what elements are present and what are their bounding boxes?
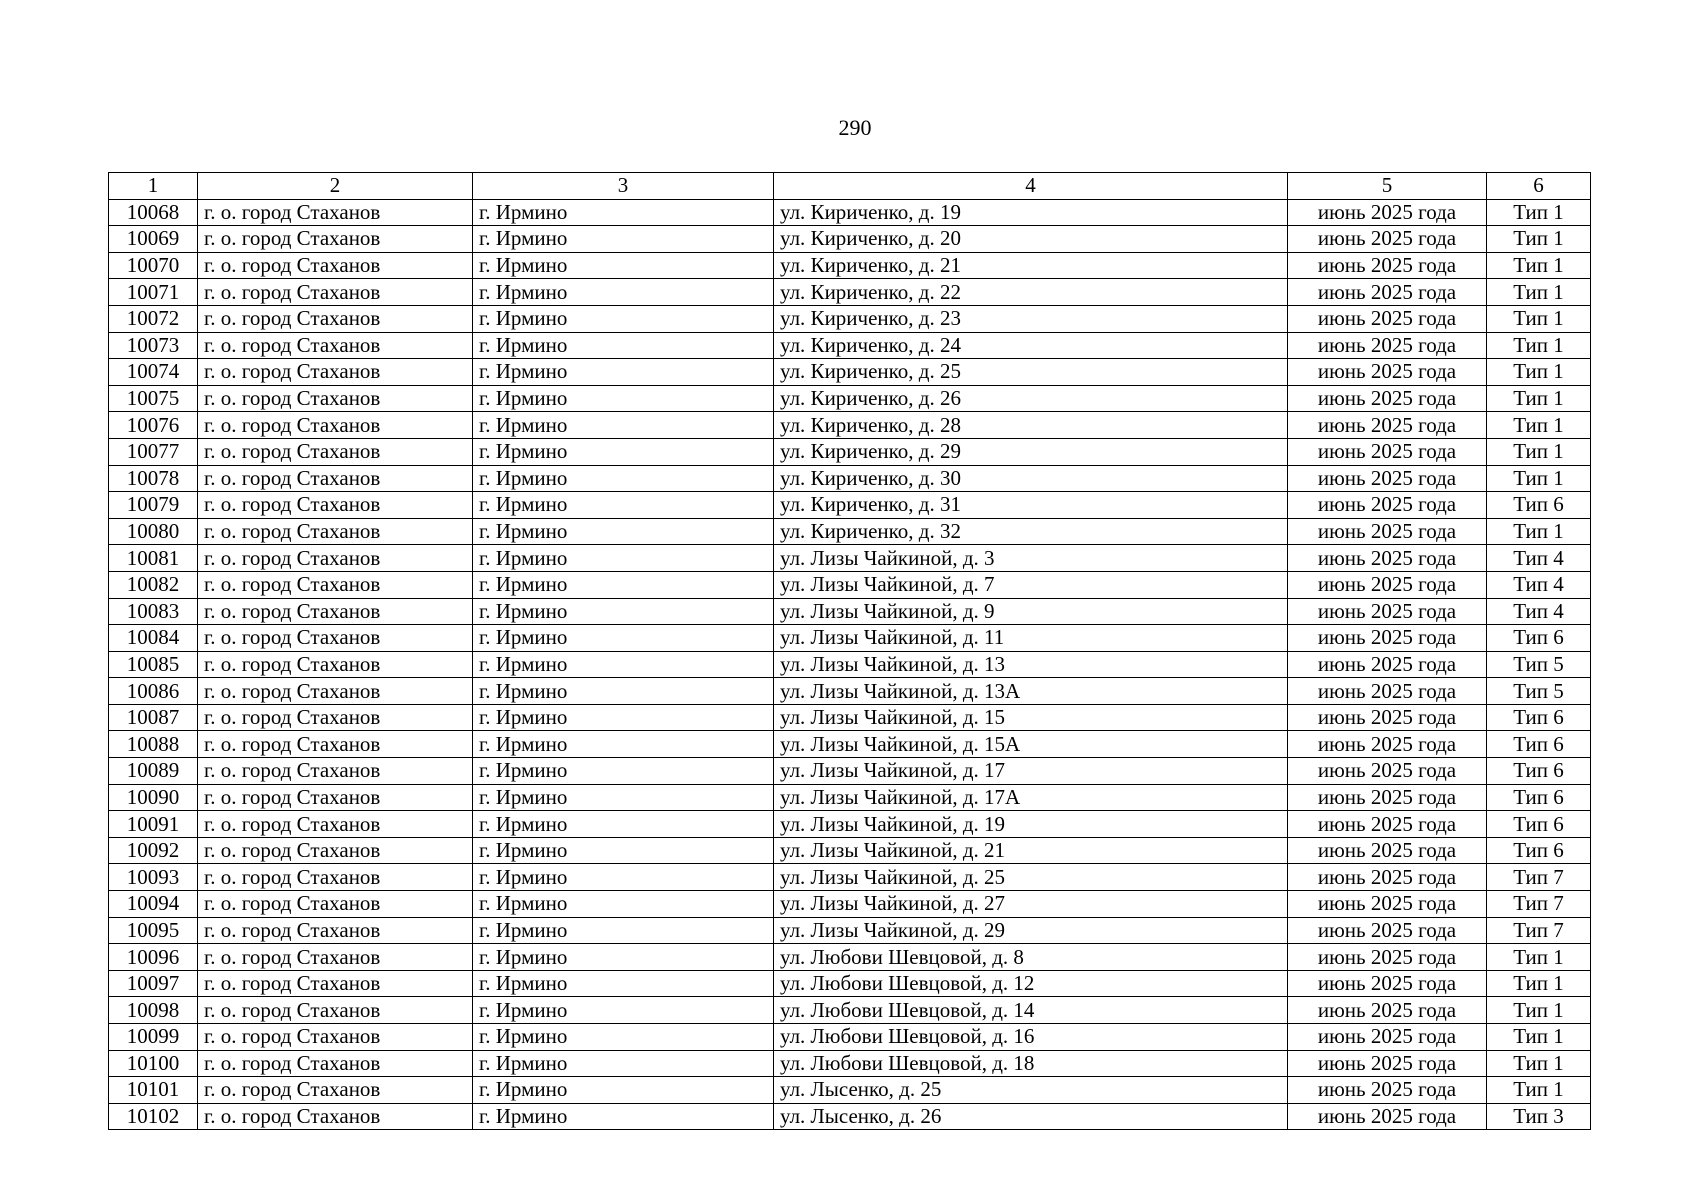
type-cell: Тип 6 [1487,731,1591,758]
table-row [109,438,1591,465]
table-row [109,199,1591,226]
address-cell: ул. Лизы Чайкиной, д. 13А [774,678,1288,705]
deadline-cell: июнь 2025 года [1288,252,1487,279]
deadline-cell: июнь 2025 года [1288,864,1487,891]
type-cell: Тип 6 [1487,704,1591,731]
deadline-cell: июнь 2025 года [1288,1024,1487,1051]
address-cell: ул. Кириченко, д. 31 [774,492,1288,519]
deadline-cell: июнь 2025 года [1288,704,1487,731]
district-cell: г. о. город Стаханов [198,625,473,652]
row-number-cell: 10083 [109,598,198,625]
settlement-cell: г. Ирмино [473,492,774,519]
type-cell: Тип 4 [1487,598,1591,625]
deadline-cell: июнь 2025 года [1288,518,1487,545]
district-cell: г. о. город Стаханов [198,970,473,997]
deadline-cell: июнь 2025 года [1288,305,1487,332]
district-cell: г. о. город Стаханов [198,385,473,412]
district-cell: г. о. город Стаханов [198,332,473,359]
deadline-cell: июнь 2025 года [1288,226,1487,253]
row-number-cell: 10081 [109,545,198,572]
deadline-cell: июнь 2025 года [1288,1077,1487,1104]
type-cell: Тип 6 [1487,492,1591,519]
settlement-cell: г. Ирмино [473,1077,774,1104]
deadline-cell: июнь 2025 года [1288,784,1487,811]
district-cell: г. о. город Стаханов [198,891,473,918]
row-number-cell: 10079 [109,492,198,519]
settlement-cell: г. Ирмино [473,545,774,572]
district-cell: г. о. город Стаханов [198,305,473,332]
address-cell: ул. Лизы Чайкиной, д. 27 [774,891,1288,918]
deadline-cell: июнь 2025 года [1288,837,1487,864]
row-number-cell: 10098 [109,997,198,1024]
settlement-cell: г. Ирмино [473,571,774,598]
type-cell: Тип 7 [1487,891,1591,918]
deadline-cell: июнь 2025 года [1288,412,1487,439]
settlement-cell: г. Ирмино [473,226,774,253]
address-cell: ул. Кириченко, д. 21 [774,252,1288,279]
row-number-cell: 10092 [109,837,198,864]
settlement-cell: г. Ирмино [473,997,774,1024]
deadline-cell: июнь 2025 года [1288,359,1487,386]
table-row [109,305,1591,332]
type-cell: Тип 1 [1487,997,1591,1024]
deadline-cell: июнь 2025 года [1288,598,1487,625]
type-cell: Тип 1 [1487,412,1591,439]
type-cell: Тип 1 [1487,226,1591,253]
row-number-cell: 10078 [109,465,198,492]
table-row [109,252,1591,279]
type-cell: Тип 6 [1487,837,1591,864]
row-number-cell: 10072 [109,305,198,332]
row-number-cell: 10101 [109,1077,198,1104]
district-cell: г. о. город Стаханов [198,758,473,785]
row-number-cell: 10094 [109,891,198,918]
table-row [109,917,1591,944]
table-row [109,1050,1591,1077]
table-row [109,412,1591,439]
type-cell: Тип 1 [1487,385,1591,412]
row-number-cell: 10075 [109,385,198,412]
column-header-3: 3 [473,173,774,200]
table-row [109,758,1591,785]
deadline-cell: июнь 2025 года [1288,1103,1487,1130]
district-cell: г. о. город Стаханов [198,837,473,864]
deadline-cell: июнь 2025 года [1288,997,1487,1024]
table-row [109,1103,1591,1130]
table-row [109,891,1591,918]
settlement-cell: г. Ирмино [473,359,774,386]
row-number-cell: 10089 [109,758,198,785]
type-cell: Тип 1 [1487,944,1591,971]
table-row [109,864,1591,891]
registry-table [108,172,1591,1130]
row-number-cell: 10099 [109,1024,198,1051]
address-cell: ул. Кириченко, д. 26 [774,385,1288,412]
district-cell: г. о. город Стаханов [198,465,473,492]
column-header-6: 6 [1487,173,1591,200]
header-row [109,173,1591,200]
settlement-cell: г. Ирмино [473,518,774,545]
type-cell: Тип 5 [1487,678,1591,705]
district-cell: г. о. город Стаханов [198,944,473,971]
deadline-cell: июнь 2025 года [1288,492,1487,519]
table-row [109,279,1591,306]
settlement-cell: г. Ирмино [473,1024,774,1051]
table-row [109,1024,1591,1051]
row-number-cell: 10102 [109,1103,198,1130]
table-row [109,571,1591,598]
type-cell: Тип 6 [1487,811,1591,838]
district-cell: г. о. город Стаханов [198,598,473,625]
table-body [109,199,1591,1130]
settlement-cell: г. Ирмино [473,917,774,944]
district-cell: г. о. город Стаханов [198,492,473,519]
table-row [109,226,1591,253]
table-row [109,997,1591,1024]
table-row [109,837,1591,864]
address-cell: ул. Лизы Чайкиной, д. 11 [774,625,1288,652]
settlement-cell: г. Ирмино [473,811,774,838]
row-number-cell: 10070 [109,252,198,279]
address-cell: ул. Кириченко, д. 32 [774,518,1288,545]
settlement-cell: г. Ирмино [473,864,774,891]
district-cell: г. о. город Стаханов [198,997,473,1024]
row-number-cell: 10073 [109,332,198,359]
deadline-cell: июнь 2025 года [1288,625,1487,652]
district-cell: г. о. город Стаханов [198,784,473,811]
district-cell: г. о. город Стаханов [198,359,473,386]
type-cell: Тип 7 [1487,917,1591,944]
type-cell: Тип 1 [1487,332,1591,359]
deadline-cell: июнь 2025 года [1288,465,1487,492]
district-cell: г. о. город Стаханов [198,917,473,944]
row-number-cell: 10087 [109,704,198,731]
row-number-cell: 10076 [109,412,198,439]
table-row [109,545,1591,572]
district-cell: г. о. город Стаханов [198,1024,473,1051]
district-cell: г. о. город Стаханов [198,279,473,306]
district-cell: г. о. город Стаханов [198,199,473,226]
type-cell: Тип 6 [1487,758,1591,785]
row-number-cell: 10069 [109,226,198,253]
address-cell: ул. Кириченко, д. 24 [774,332,1288,359]
type-cell: Тип 1 [1487,1050,1591,1077]
type-cell: Тип 1 [1487,465,1591,492]
address-cell: ул. Лизы Чайкиной, д. 17 [774,758,1288,785]
address-cell: ул. Лысенко, д. 25 [774,1077,1288,1104]
district-cell: г. о. город Стаханов [198,518,473,545]
settlement-cell: г. Ирмино [473,465,774,492]
address-cell: ул. Лизы Чайкиной, д. 21 [774,837,1288,864]
district-cell: г. о. город Стаханов [198,412,473,439]
address-cell: ул. Лизы Чайкиной, д. 25 [774,864,1288,891]
deadline-cell: июнь 2025 года [1288,758,1487,785]
address-cell: ул. Любови Шевцовой, д. 12 [774,970,1288,997]
settlement-cell: г. Ирмино [473,678,774,705]
deadline-cell: июнь 2025 года [1288,545,1487,572]
settlement-cell: г. Ирмино [473,784,774,811]
table-row [109,359,1591,386]
table-row [109,678,1591,705]
table-row [109,784,1591,811]
settlement-cell: г. Ирмино [473,438,774,465]
settlement-cell: г. Ирмино [473,1050,774,1077]
address-cell: ул. Кириченко, д. 28 [774,412,1288,439]
deadline-cell: июнь 2025 года [1288,332,1487,359]
settlement-cell: г. Ирмино [473,704,774,731]
table-row [109,465,1591,492]
type-cell: Тип 1 [1487,252,1591,279]
district-cell: г. о. город Стаханов [198,252,473,279]
settlement-cell: г. Ирмино [473,305,774,332]
type-cell: Тип 4 [1487,571,1591,598]
row-number-cell: 10097 [109,970,198,997]
type-cell: Тип 1 [1487,305,1591,332]
address-cell: ул. Лизы Чайкиной, д. 7 [774,571,1288,598]
type-cell: Тип 3 [1487,1103,1591,1130]
table-row [109,970,1591,997]
deadline-cell: июнь 2025 года [1288,970,1487,997]
district-cell: г. о. город Стаханов [198,1050,473,1077]
district-cell: г. о. город Стаханов [198,731,473,758]
deadline-cell: июнь 2025 года [1288,1050,1487,1077]
deadline-cell: июнь 2025 года [1288,279,1487,306]
table-row [109,704,1591,731]
address-cell: ул. Лизы Чайкиной, д. 3 [774,545,1288,572]
settlement-cell: г. Ирмино [473,651,774,678]
address-cell: ул. Любови Шевцовой, д. 8 [774,944,1288,971]
row-number-cell: 10068 [109,199,198,226]
address-cell: ул. Любови Шевцовой, д. 18 [774,1050,1288,1077]
settlement-cell: г. Ирмино [473,891,774,918]
address-cell: ул. Лизы Чайкиной, д. 17А [774,784,1288,811]
settlement-cell: г. Ирмино [473,944,774,971]
address-cell: ул. Кириченко, д. 25 [774,359,1288,386]
settlement-cell: г. Ирмино [473,412,774,439]
district-cell: г. о. город Стаханов [198,1103,473,1130]
settlement-cell: г. Ирмино [473,731,774,758]
type-cell: Тип 1 [1487,1077,1591,1104]
table-row [109,944,1591,971]
district-cell: г. о. город Стаханов [198,545,473,572]
type-cell: Тип 6 [1487,784,1591,811]
column-header-1: 1 [109,173,198,200]
settlement-cell: г. Ирмино [473,837,774,864]
table-row [109,651,1591,678]
row-number-cell: 10077 [109,438,198,465]
deadline-cell: июнь 2025 года [1288,811,1487,838]
address-cell: ул. Лысенко, д. 26 [774,1103,1288,1130]
deadline-cell: июнь 2025 года [1288,199,1487,226]
deadline-cell: июнь 2025 года [1288,731,1487,758]
row-number-cell: 10080 [109,518,198,545]
table-row [109,492,1591,519]
district-cell: г. о. город Стаханов [198,1077,473,1104]
address-cell: ул. Любови Шевцовой, д. 16 [774,1024,1288,1051]
table-row [109,731,1591,758]
type-cell: Тип 1 [1487,1024,1591,1051]
district-cell: г. о. город Стаханов [198,864,473,891]
district-cell: г. о. город Стаханов [198,678,473,705]
type-cell: Тип 1 [1487,279,1591,306]
row-number-cell: 10085 [109,651,198,678]
table-row [109,332,1591,359]
settlement-cell: г. Ирмино [473,625,774,652]
table-row [109,811,1591,838]
row-number-cell: 10090 [109,784,198,811]
table-header [109,173,1591,200]
address-cell: ул. Кириченко, д. 29 [774,438,1288,465]
table-row [109,598,1591,625]
row-number-cell: 10100 [109,1050,198,1077]
settlement-cell: г. Ирмино [473,1103,774,1130]
deadline-cell: июнь 2025 года [1288,917,1487,944]
type-cell: Тип 4 [1487,545,1591,572]
deadline-cell: июнь 2025 года [1288,678,1487,705]
type-cell: Тип 1 [1487,970,1591,997]
address-cell: ул. Лизы Чайкиной, д. 19 [774,811,1288,838]
row-number-cell: 10091 [109,811,198,838]
address-cell: ул. Лизы Чайкиной, д. 29 [774,917,1288,944]
page-number: 290 [838,115,872,140]
row-number-cell: 10093 [109,864,198,891]
table-row [109,625,1591,652]
type-cell: Тип 1 [1487,438,1591,465]
address-cell: ул. Лизы Чайкиной, д. 15А [774,731,1288,758]
column-header-5: 5 [1288,173,1487,200]
row-number-cell: 10095 [109,917,198,944]
row-number-cell: 10074 [109,359,198,386]
deadline-cell: июнь 2025 года [1288,385,1487,412]
type-cell: Тип 7 [1487,864,1591,891]
district-cell: г. о. город Стаханов [198,651,473,678]
address-cell: ул. Лизы Чайкиной, д. 15 [774,704,1288,731]
settlement-cell: г. Ирмино [473,252,774,279]
type-cell: Тип 1 [1487,199,1591,226]
row-number-cell: 10086 [109,678,198,705]
settlement-cell: г. Ирмино [473,758,774,785]
address-cell: ул. Кириченко, д. 23 [774,305,1288,332]
settlement-cell: г. Ирмино [473,970,774,997]
district-cell: г. о. город Стаханов [198,226,473,253]
address-cell: ул. Кириченко, д. 20 [774,226,1288,253]
row-number-cell: 10082 [109,571,198,598]
deadline-cell: июнь 2025 года [1288,891,1487,918]
settlement-cell: г. Ирмино [473,279,774,306]
deadline-cell: июнь 2025 года [1288,571,1487,598]
type-cell: Тип 1 [1487,359,1591,386]
table-row [109,1077,1591,1104]
district-cell: г. о. город Стаханов [198,438,473,465]
row-number-cell: 10096 [109,944,198,971]
row-number-cell: 10084 [109,625,198,652]
settlement-cell: г. Ирмино [473,385,774,412]
column-header-2: 2 [198,173,473,200]
address-cell: ул. Кириченко, д. 19 [774,199,1288,226]
address-cell: ул. Лизы Чайкиной, д. 9 [774,598,1288,625]
table-row [109,385,1591,412]
district-cell: г. о. город Стаханов [198,704,473,731]
type-cell: Тип 1 [1487,518,1591,545]
district-cell: г. о. город Стаханов [198,571,473,598]
table-row [109,518,1591,545]
row-number-cell: 10088 [109,731,198,758]
address-cell: ул. Кириченко, д. 30 [774,465,1288,492]
type-cell: Тип 5 [1487,651,1591,678]
settlement-cell: г. Ирмино [473,332,774,359]
column-header-4: 4 [774,173,1288,200]
deadline-cell: июнь 2025 года [1288,438,1487,465]
district-cell: г. о. город Стаханов [198,811,473,838]
settlement-cell: г. Ирмино [473,598,774,625]
deadline-cell: июнь 2025 года [1288,651,1487,678]
address-cell: ул. Лизы Чайкиной, д. 13 [774,651,1288,678]
type-cell: Тип 6 [1487,625,1591,652]
row-number-cell: 10071 [109,279,198,306]
deadline-cell: июнь 2025 года [1288,944,1487,971]
settlement-cell: г. Ирмино [473,199,774,226]
address-cell: ул. Кириченко, д. 22 [774,279,1288,306]
address-cell: ул. Любови Шевцовой, д. 14 [774,997,1288,1024]
